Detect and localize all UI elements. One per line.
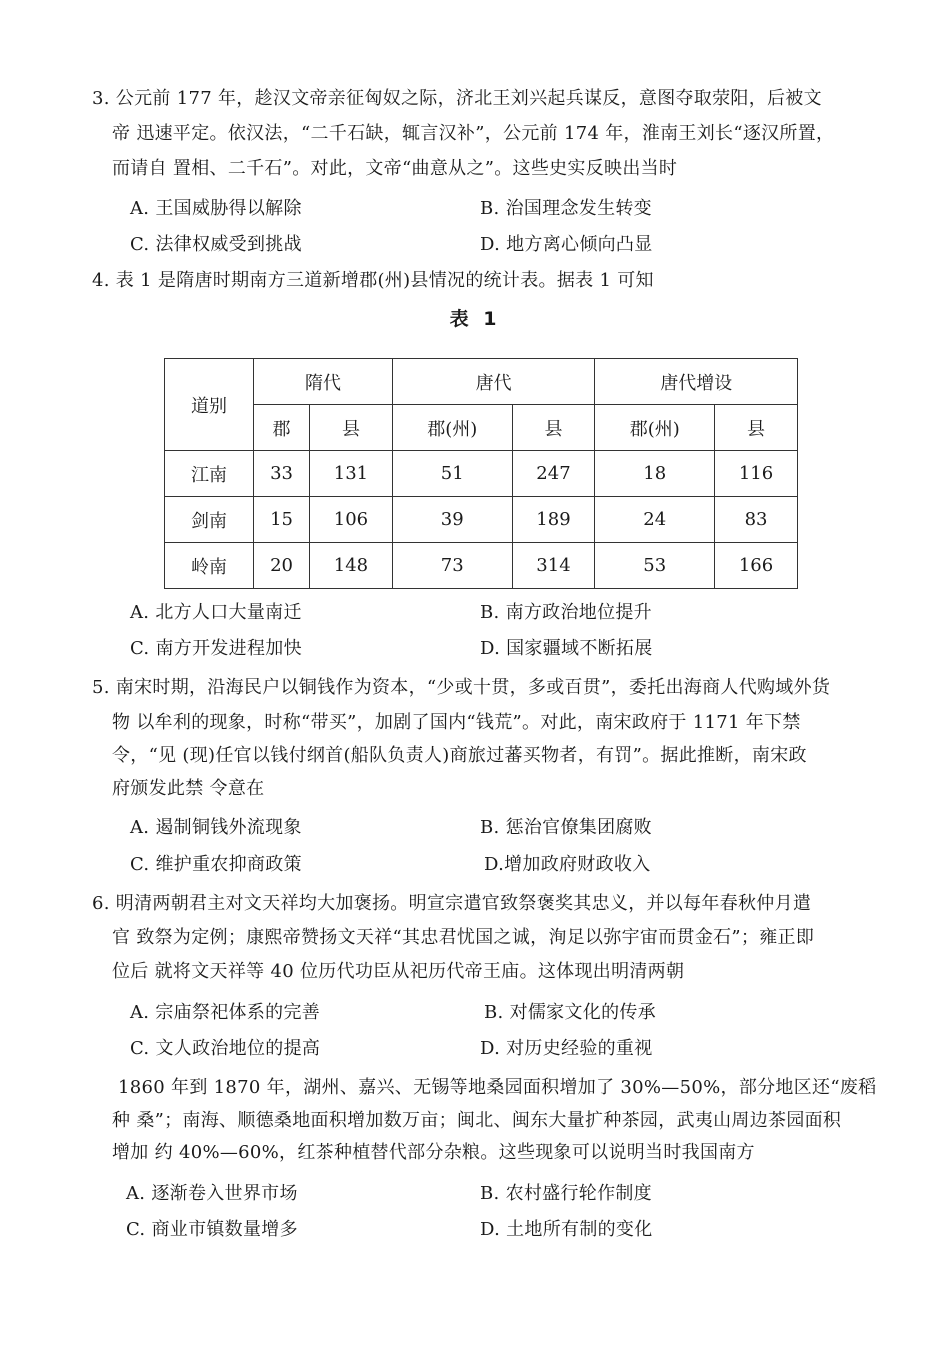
- table-group-header: 隋代: [254, 359, 393, 405]
- q3-stem-line-3: 而请自 置相、二千石”。对此，文帝“曲意从之”。这些史实反映出当时: [112, 158, 678, 179]
- table-subheader: 郡: [254, 405, 310, 451]
- table-cell: 20: [254, 543, 310, 589]
- q3-option-d: D. 地方离心倾向凸显: [480, 234, 653, 255]
- q5-stem-line-4: 府颁发此禁 令意在: [112, 778, 265, 799]
- statistics-table: [164, 358, 798, 589]
- table-cell: 131: [310, 451, 393, 497]
- table-corner-header: 道别: [165, 359, 254, 451]
- table-cell: 24: [595, 497, 715, 543]
- q7-option-a: A. 逐渐卷入世界市场: [126, 1183, 298, 1204]
- q3-stem-line-2: 帝 迅速平定。依汉法，“二千石缺，辄言汉补”，公元前 174 年，淮南王刘长“逐汉所置，: [112, 123, 835, 144]
- table-cell: 106: [310, 497, 393, 543]
- table-cell: 314: [512, 543, 595, 589]
- q5-option-c: C. 维护重农抑商政策: [130, 854, 302, 875]
- table-cell: 33: [254, 451, 310, 497]
- table-row: [165, 497, 798, 543]
- q7-stem-line-1: 1860 年到 1870 年，湖州、嘉兴、无锡等地桑园面积增加了 30%—50%，部分地区还“废稻: [118, 1077, 877, 1098]
- table-caption: 表 1: [449, 308, 501, 330]
- table-cell: 247: [512, 451, 595, 497]
- table-subheader: 县: [715, 405, 798, 451]
- q3-option-b: B. 治国理念发生转变: [480, 198, 652, 219]
- table-cell: 15: [254, 497, 310, 543]
- q6-stem-line-3: 位后 就将文天祥等 40 位历代功臣从祀历代帝王庙。这体现出明清两朝: [112, 961, 685, 982]
- table-cell: 83: [715, 497, 798, 543]
- q7-option-d: D. 土地所有制的变化: [480, 1219, 653, 1240]
- table-cell: 53: [595, 543, 715, 589]
- q5-option-b: B. 惩治官僚集团腐败: [480, 817, 652, 838]
- table-row: [165, 451, 798, 497]
- q4-option-c: C. 南方开发进程加快: [130, 638, 302, 659]
- q6-option-b: B. 对儒家文化的传承: [484, 1002, 656, 1023]
- q7-option-c: C. 商业市镇数量增多: [126, 1219, 298, 1240]
- q4-option-d: D. 国家疆域不断拓展: [480, 638, 653, 659]
- table-cell: 51: [392, 451, 512, 497]
- q5-stem-line-2: 物 以牟利的现象，时称“带买”，加剧了国内“钱荒”。对此，南宋政府于 1171 年下禁: [112, 712, 801, 733]
- q7-option-b: B. 农村盛行轮作制度: [480, 1183, 652, 1204]
- q4-option-a: A. 北方人口大量南迁: [130, 602, 302, 623]
- q6-option-c: C. 文人政治地位的提高: [130, 1038, 321, 1059]
- table-cell: 166: [715, 543, 798, 589]
- table-cell: 189: [512, 497, 595, 543]
- q4-stem-line-1: 4. 表 1 是隋唐时期南方三道新增郡(州)县情况的统计表。据表 1 可知: [92, 270, 654, 291]
- table-cell: 116: [715, 451, 798, 497]
- q3-stem-line-1: 3. 公元前 177 年，趁汉文帝亲征匈奴之际，济北王刘兴起兵谋反，意图夺取荥阳，后被文: [92, 88, 822, 109]
- table-row-region: 江南: [165, 451, 254, 497]
- table-cell: 73: [392, 543, 512, 589]
- table-row-region: 剑南: [165, 497, 254, 543]
- q6-option-d: D. 对历史经验的重视: [480, 1038, 653, 1059]
- table-row: [165, 543, 798, 589]
- q3-option-a: A. 王国威胁得以解除: [130, 198, 302, 219]
- q6-stem-line-2: 官 致祭为定例；康熙帝赞扬文天祥“其忠君忧国之诚，洵足以弥宇宙而贯金石”；雍正即: [112, 927, 815, 948]
- table-row-region: 岭南: [165, 543, 254, 589]
- q4-option-b: B. 南方政治地位提升: [480, 602, 652, 623]
- q5-stem-line-3: 令，“见 (现)任官以钱付纲首(船队负责人)商旅过蕃买物者，有罚”。据此推断，南宋政: [112, 745, 807, 766]
- q3-option-c: C. 法律权威受到挑战: [130, 234, 302, 255]
- q7-stem-line-2: 种 桑”；南海、顺德桑地面积增加数万亩；闽北、闽东大量扩种茶园，武夷山周边茶园面积: [112, 1110, 842, 1131]
- table-cell: 18: [595, 451, 715, 497]
- table-cell: 148: [310, 543, 393, 589]
- q6-stem-line-1: 6. 明清两朝君主对文天祥均大加褒扬。明宣宗遣官致祭褒奖其忠义，并以每年春秋仲月遣: [92, 893, 812, 914]
- q5-stem-line-1: 5. 南宋时期，沿海民户以铜钱作为资本，“少或十贯，多或百贯”，委托出海商人代购域外货: [92, 677, 831, 698]
- table-group-header: 唐代增设: [595, 359, 798, 405]
- table-subheader: 郡(州): [392, 405, 512, 451]
- table-group-header: 唐代: [392, 359, 595, 405]
- table-subheader: 郡(州): [595, 405, 715, 451]
- q5-option-a: A. 遏制铜钱外流现象: [130, 817, 302, 838]
- q5-option-d: D.增加政府财政收入: [484, 854, 651, 875]
- table-subheader: 县: [310, 405, 393, 451]
- table-subheader: 县: [512, 405, 595, 451]
- q6-option-a: A. 宗庙祭祀体系的完善: [130, 1002, 321, 1023]
- q7-stem-line-3: 增加 约 40%—60%，红茶种植替代部分杂粮。这些现象可以说明当时我国南方: [112, 1142, 755, 1163]
- table-cell: 39: [392, 497, 512, 543]
